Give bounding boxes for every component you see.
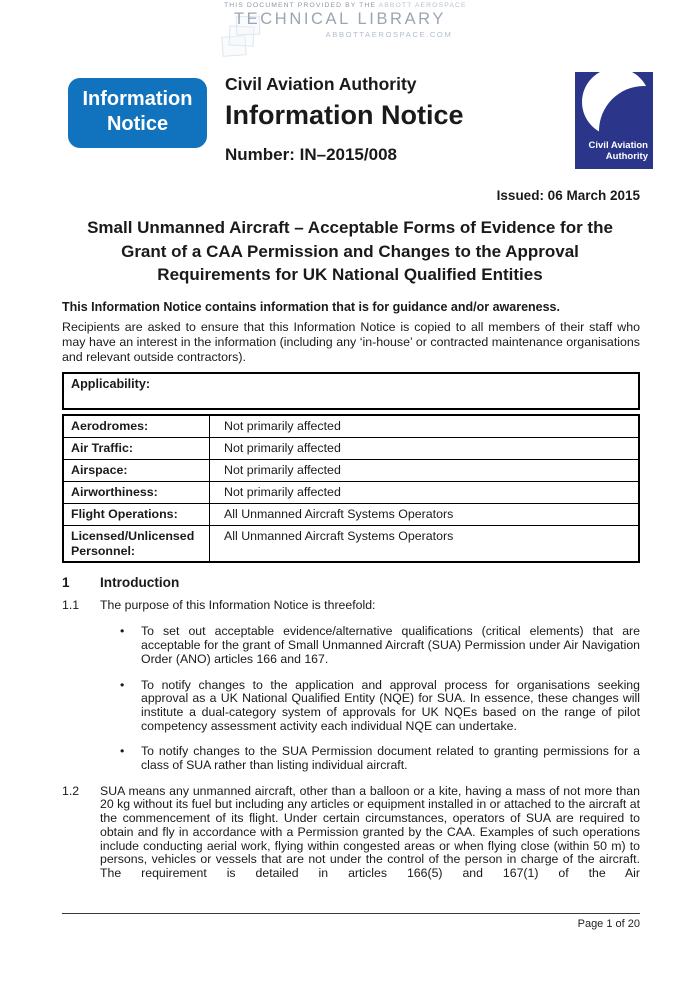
- watermark-provided-by: THIS DOCUMENT PROVIDED BY THE ABBOTT AEROSPACE: [224, 2, 467, 9]
- table-row-label: Airspace:: [64, 460, 210, 481]
- information-notice-badge: Information Notice: [68, 78, 207, 148]
- table-row: [64, 437, 638, 459]
- caa-logo-icon: [575, 72, 653, 169]
- header-titles: [225, 74, 464, 165]
- bullet-list: [120, 625, 640, 772]
- watermark: [224, 2, 467, 39]
- table-row: [64, 503, 638, 525]
- watermark-site: ABBOTTAEROSPACE.COM: [325, 30, 453, 39]
- paragraph-number: 1.1: [62, 597, 80, 612]
- recipients-paragraph: Recipients are asked to ensure that this Information Notice is copied to all members of their staff who may have an interest in the information (including any ‘in-house’ or contracted maintenance organisations and relevant outside contractors).: [62, 320, 640, 364]
- authority-name: Civil Aviation Authority: [225, 74, 417, 94]
- bullet-icon: •: [120, 624, 125, 639]
- table-row-label: Licensed/Unlicensed Personnel:: [64, 526, 210, 561]
- notice-number: Number: IN–2015/008: [225, 145, 397, 164]
- page-number: Page 1 of 20: [577, 918, 640, 930]
- table-row-value: Not primarily affected: [224, 441, 341, 455]
- bullet-icon: •: [120, 677, 125, 692]
- table-row: [64, 416, 638, 437]
- applicability-header: Applicability:: [62, 372, 640, 410]
- table-row-label: Flight Operations:: [64, 504, 210, 525]
- table-row-label: Airworthiness:: [64, 482, 210, 503]
- list-item: • To set out acceptable evidence/alternative qualifications (critical elements) that are acceptable for the grant of Small Unmanned Aircraft (SUA) Permission under Air Navigation Order (ANO) articles 166 and 167.: [120, 624, 640, 666]
- table-row-value: Not primarily affected: [224, 485, 341, 499]
- page-title: Small Unmanned Aircraft – Acceptable Forms of Evidence for the Grant of a CAA Permission and Changes to the Approval Requirements for UK National Qualified Entities: [87, 218, 613, 284]
- table-row: [64, 481, 638, 503]
- table-row-value: Not primarily affected: [224, 463, 341, 477]
- section-introduction: [62, 576, 640, 881]
- paragraph-1-2: 1.2 SUA means any unmanned aircraft, other than a balloon or a kite, having a mass of not more than 20 kg without its fuel but including any articles or equipment installed in or attached to the aircraft at the commencement of its flight. Under certain circumstances, operators of SUA are required to obtain and fly in accordance with a Permission granted by the CAA. Examples of such operations include conducting aerial work, flying within congested areas or when flying close (within 50 m) to persons, vehicles or vessels that are not under the control of the person in charge of the aircraft. The requirement is detailed in articles 166(5) and 167(1) of the Air: [62, 783, 641, 880]
- caa-logo-text: Civil Aviation Authority: [588, 140, 648, 162]
- paragraph-number: 1.2: [62, 783, 80, 798]
- table-row: [64, 459, 638, 481]
- table-row-label: Aerodromes:: [64, 416, 210, 437]
- document-type: Information Notice: [225, 100, 464, 130]
- list-item: • To notify changes to the application and approval process for organisations seeking approval as a UK National Qualified Entity (NQE) for SUA. In essence, these changes will institute a dual-category system of approvals for UK NQEs based on the range of pilot competency assessment activity each individual NQE can undertake.: [120, 677, 640, 733]
- table-row-label: Air Traffic:: [64, 438, 210, 459]
- issued-date: Issued: 06 March 2015: [496, 188, 640, 203]
- section-title: Introduction: [100, 575, 180, 590]
- section-number: 1: [62, 575, 70, 590]
- section-heading: [62, 576, 640, 590]
- watermark-technical-library: TECHNICAL LIBRARY: [234, 10, 446, 28]
- list-item: • To notify changes to the SUA Permission document related to granting permissions for a class of SUA rather than listing individual aircraft.: [120, 744, 640, 773]
- table-row-value: Not primarily affected: [224, 419, 341, 433]
- table-row: [64, 525, 638, 561]
- applicability-table: [62, 414, 640, 563]
- table-row-value: All Unmanned Aircraft Systems Operators: [224, 507, 454, 521]
- paragraph-1-1: 1.1 The purpose of this Information Notice is threefold:: [62, 597, 376, 612]
- bullet-icon: •: [120, 744, 125, 759]
- footer-rule: [62, 913, 640, 914]
- guidance-statement: This Information Notice contains information that is for guidance and/or awareness.: [62, 300, 560, 314]
- table-row-value: All Unmanned Aircraft Systems Operators: [224, 529, 454, 543]
